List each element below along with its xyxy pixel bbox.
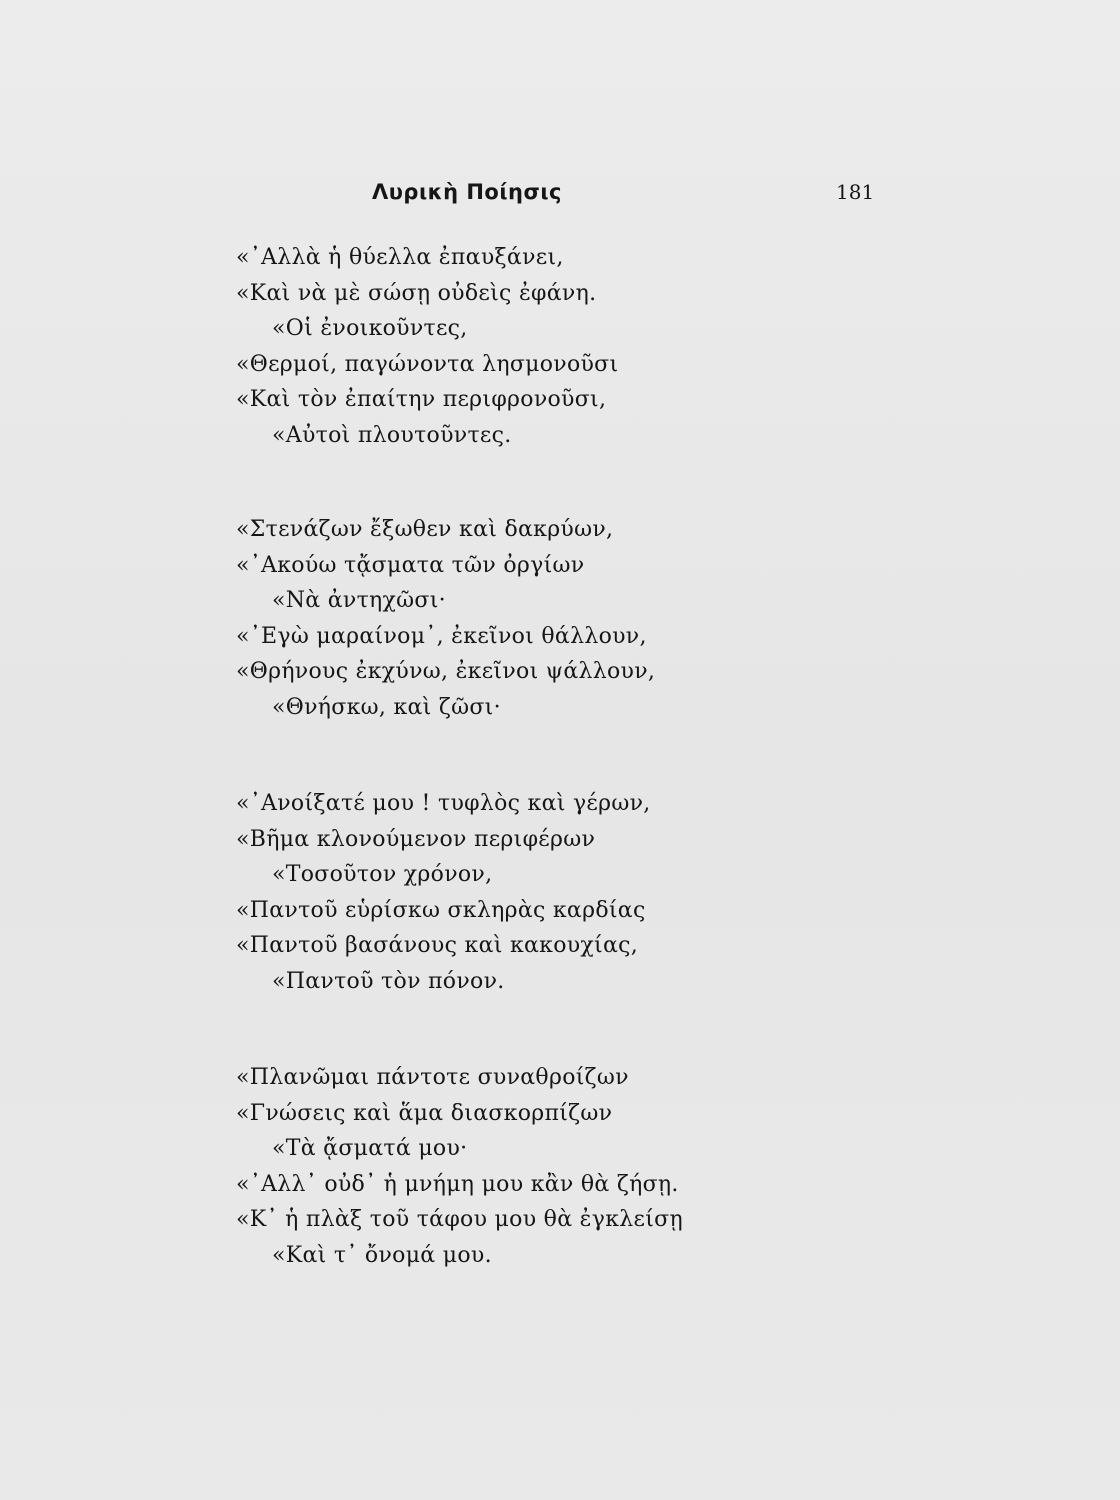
verse-line: «Θνήσκω, καὶ ζῶσι· bbox=[272, 694, 501, 720]
stanza-4 bbox=[236, 1060, 683, 1273]
verse-line: «Οἱ ἐνοικοῦντες, bbox=[272, 316, 468, 341]
verse-line: «᾿Ανοίξατέ μου ! τυφλὸς καὶ γέρων, bbox=[236, 791, 651, 816]
page-number: 181 bbox=[836, 180, 875, 204]
verse-line: «Θερμοί, παγώνοντα λησμονοῦσι bbox=[236, 351, 619, 377]
verse-line: «Καὶ τ᾿ ὄνομά μου. bbox=[272, 1242, 492, 1268]
verse-line: «Κ᾿ ἡ πλὰξ τοῦ τάφου μου θὰ ἐγκλείσῃ bbox=[236, 1207, 683, 1232]
stanza-3 bbox=[236, 786, 651, 999]
stanza-2 bbox=[236, 512, 655, 725]
verse-line: «Αὐτοὶ πλουτοῦντες. bbox=[272, 422, 512, 448]
stanza-1 bbox=[236, 240, 618, 453]
verse-line: «Τὰ ᾄσματά μου· bbox=[272, 1136, 468, 1161]
verse-line: «᾿Εγὼ μαραίνομ᾿, ἐκεῖνοι θάλλουν, bbox=[236, 623, 647, 649]
verse-line: «Γνώσεις καὶ ἅμα διασκορπίζων bbox=[236, 1100, 613, 1126]
verse-line: «Πλανῶμαι πάντοτε συναθροίζων bbox=[236, 1065, 629, 1090]
verse-line: «Στενάζων ἔξωθεν καὶ δακρύων, bbox=[236, 517, 614, 542]
verse-line: «Βῆμα κλονούμενον περιφέρων bbox=[236, 826, 596, 852]
verse-line: «Καὶ νὰ μὲ σώσῃ οὐδεὶς ἐφάνη. bbox=[236, 280, 597, 306]
verse-line: «Καὶ τὸν ἐπαίτην περιφρονοῦσι, bbox=[236, 387, 607, 412]
verse-line: «Νὰ ἀντηχῶσι· bbox=[272, 588, 446, 613]
verse-line: «Παντοῦ εὑρίσκω σκληρὰς καρδίας bbox=[236, 897, 646, 923]
verse-line: «᾿Ακούω τᾄσματα τῶν ὀργίων bbox=[236, 552, 585, 578]
verse-line: «Παντοῦ τὸν πόνον. bbox=[272, 968, 505, 994]
verse-line: «᾿Αλλὰ ἡ θύελλα ἐπαυξάνει, bbox=[236, 245, 564, 270]
running-header-title: Λυρικὴ Ποίησις bbox=[372, 180, 562, 204]
verse-line: «Θρήνους ἐκχύνω, ἐκεῖνοι ψάλλουν, bbox=[236, 659, 656, 684]
verse-line: «᾿Αλλ᾿ οὐδ᾿ ἡ μνήμη μου κἂν θὰ ζήσῃ. bbox=[236, 1171, 679, 1197]
verse-line: «Τοσοῦτον χρόνον, bbox=[272, 862, 493, 887]
verse-line: «Παντοῦ βασάνους καὶ κακουχίας, bbox=[236, 933, 639, 958]
